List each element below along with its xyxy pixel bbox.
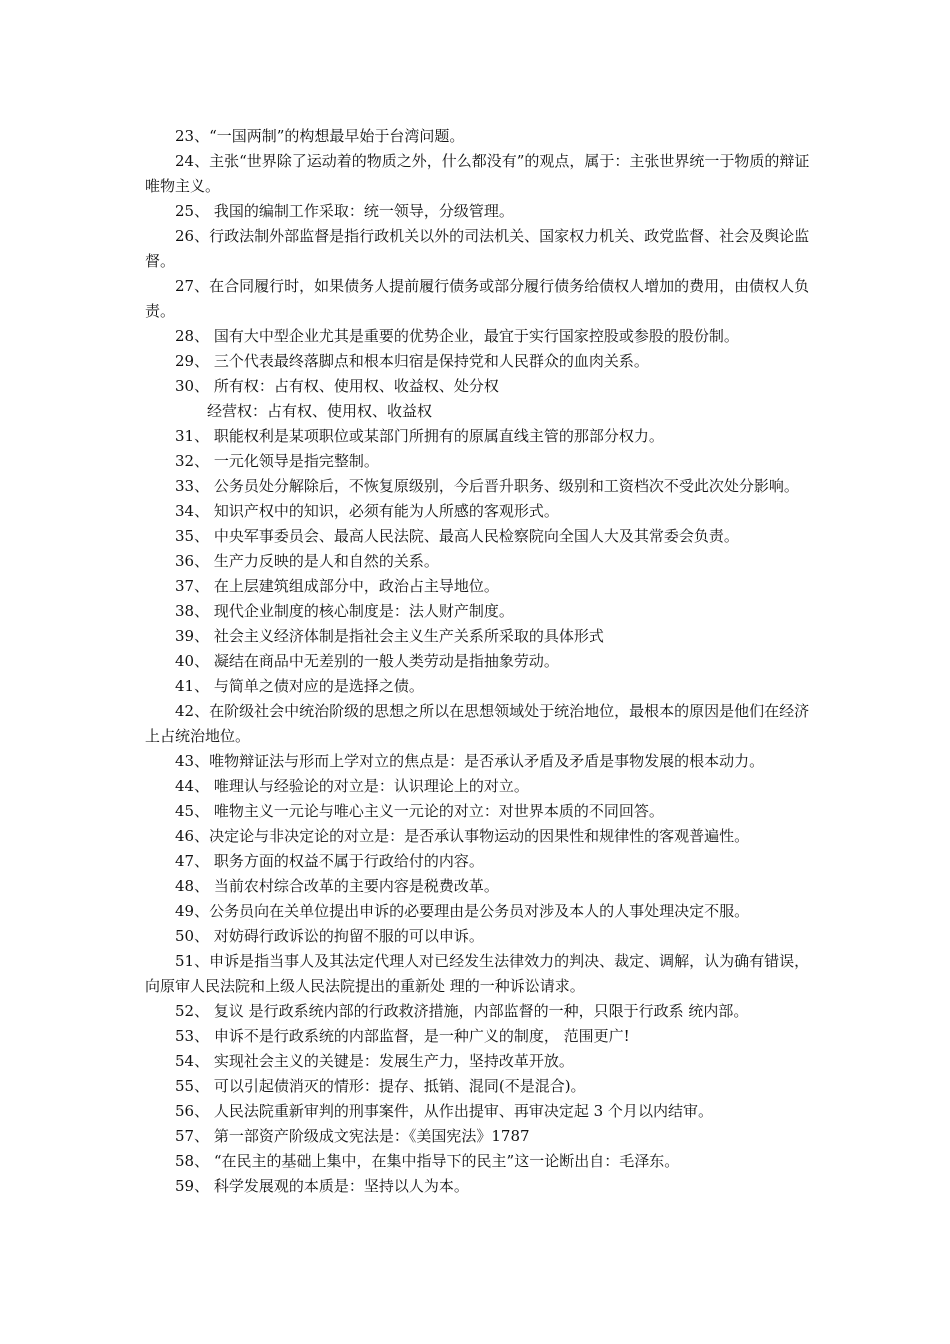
list-item: 34、 知识产权中的知识，必须有能为人所感的客观形式。 <box>175 502 559 520</box>
list-item: 51、申诉是指当事人及其法定代理人对已经发生法律效力的判决、裁定、调解，认为确有错误，向原审人民法院和上级人民法院提出的重新处 理的一种诉讼请求。 <box>145 952 810 995</box>
list-item: 32、 一元化领导是指完整制。 <box>175 452 379 470</box>
list-item: 47、 职务方面的权益不属于行政给付的内容。 <box>175 852 484 870</box>
list-item: 52、 复议 是行政系统内部的行政救济措施，内部监督的一种，只限于行政系 统内部。 <box>175 1002 749 1020</box>
list-item: 39、 社会主义经济体制是指社会主义生产关系所采取的具体形式 <box>175 627 604 645</box>
list-item: 29、 三个代表最终落脚点和根本归宿是保持党和人民群众的血肉关系。 <box>175 352 649 370</box>
list-item: 49、公务员向在关单位提出申诉的必要理由是公务员对涉及本人的人事处理决定不服。 <box>175 902 750 920</box>
list-item: 37、 在上层建筑组成部分中，政治占主导地位。 <box>175 577 499 595</box>
list-item: 30、 所有权：占有权、使用权、收益权、处分权 <box>175 377 499 395</box>
list-item: 50、 对妨碍行政诉讼的拘留不服的可以申诉。 <box>175 927 484 945</box>
list-item: 33、 公务员处分解除后，不恢复原级别，今后晋升职务、级别和工资档次不受此次处分影响。 <box>175 477 799 495</box>
list-item: 56、 人民法院重新审判的刑事案件，从作出提审、再审决定起 3 个月以内结审。 <box>175 1102 713 1120</box>
list-item: 42、在阶级社会中统治阶级的思想之所以在思想领域处于统治地位，最根本的原因是他们在经济上占统治地位。 <box>145 702 810 745</box>
list-item: 27、在合同履行时，如果债务人提前履行债务或部分履行债务给债权人增加的费用，由债权人负责。 <box>145 277 810 320</box>
document-body <box>145 124 820 1199</box>
list-item: 53、 申诉不是行政系统的内部监督，是一种广义的制度， 范围更广! <box>175 1027 630 1045</box>
list-item: 35、 中央军事委员会、最高人民法院、最高人民检察院向全国人大及其常委会负责。 <box>175 527 739 545</box>
list-item: 57、 第一部资产阶级成文宪法是：《美国宪法》1787 <box>175 1127 530 1145</box>
list-item: 41、 与简单之债对应的是选择之债。 <box>175 677 424 695</box>
list-item: 25、 我国的编制工作采取：统一领导，分级管理。 <box>175 202 514 220</box>
list-item: 24、主张“世界除了运动着的物质之外，什么都没有”的观点，属于：主张世界统一于物质的辩证唯物主义。 <box>145 152 810 195</box>
list-item-continuation: 经营权：占有权、使用权、收益权 <box>207 402 433 420</box>
list-item: 44、 唯理认与经验论的对立是：认识理论上的对立。 <box>175 777 529 795</box>
list-item: 55、 可以引起债消灭的情形：提存、抵销、混同(不是混合)。 <box>175 1077 586 1095</box>
list-item: 36、 生产力反映的是人和自然的关系。 <box>175 552 439 570</box>
list-item: 23、“一国两制”的构想最早始于台湾问题。 <box>175 127 465 145</box>
list-item: 46、决定论与非决定论的对立是：是否承认事物运动的因果性和规律性的客观普遍性。 <box>175 827 750 845</box>
list-item: 45、 唯物主义一元论与唯心主义一元论的对立：对世界本质的不同回答。 <box>175 802 664 820</box>
list-item: 40、 凝结在商品中无差别的一般人类劳动是指抽象劳动。 <box>175 652 559 670</box>
list-item: 28、 国有大中型企业尤其是重要的优势企业，最宜于实行国家控股或参股的股份制。 <box>175 327 739 345</box>
list-item: 38、 现代企业制度的核心制度是：法人财产制度。 <box>175 602 514 620</box>
list-item: 58、 “在民主的基础上集中，在集中指导下的民主”这一论断出自：毛泽东。 <box>175 1152 680 1170</box>
list-item: 48、 当前农村综合改革的主要内容是税费改革。 <box>175 877 499 895</box>
list-item: 43、唯物辩证法与形而上学对立的焦点是：是否承认矛盾及矛盾是事物发展的根本动力。 <box>175 752 765 770</box>
list-item: 59、 科学发展观的本质是：坚持以人为本。 <box>175 1177 469 1195</box>
list-item: 54、 实现社会主义的关键是：发展生产力，坚持改革开放。 <box>175 1052 574 1070</box>
list-item: 26、行政法制外部监督是指行政机关以外的司法机关、国家权力机关、政党监督、社会及舆论监督。 <box>145 227 810 270</box>
list-item: 31、 职能权利是某项职位或某部门所拥有的原属直线主管的那部分权力。 <box>175 427 664 445</box>
